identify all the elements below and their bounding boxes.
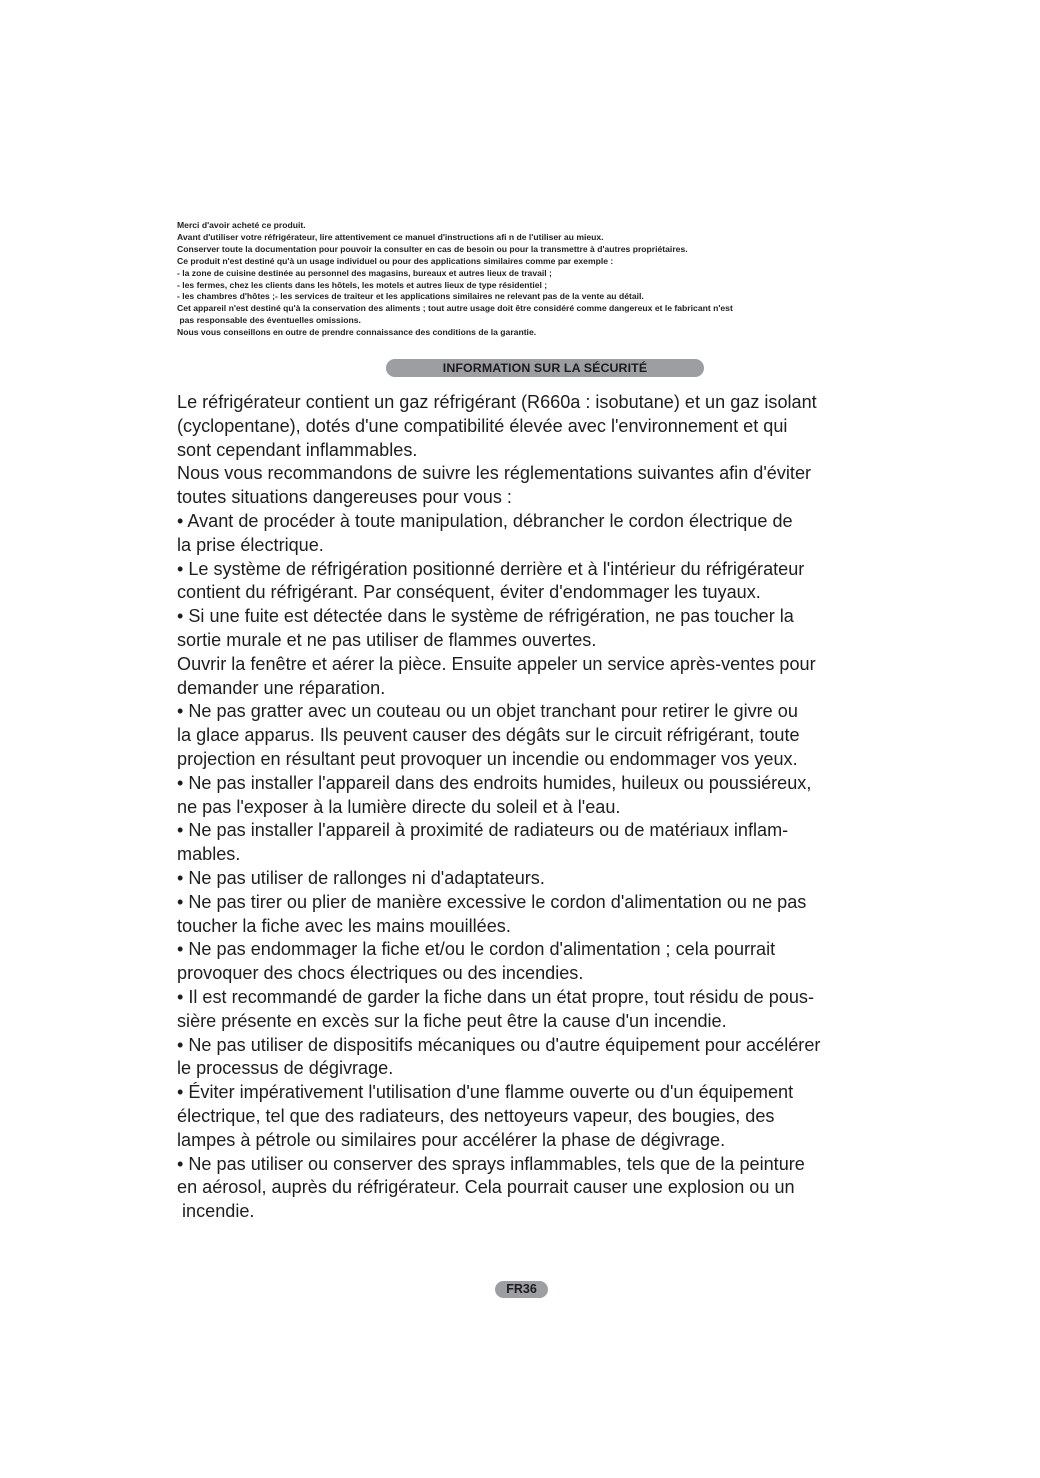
body-line: incendie. <box>177 1201 255 1222</box>
body-line: • Ne pas installer l'appareil à proximité de radiateurs ou de matériaux inflam- <box>177 820 789 841</box>
intro-line: pas responsable des éventuelles omissions. <box>177 315 361 326</box>
body-line: • Éviter impérativement l'utilisation d'une flamme ouverte ou d'un équipement <box>177 1082 794 1103</box>
body-line: • Ne pas utiliser de dispositifs mécaniques ou d'autre équipement pour accélérer <box>177 1034 821 1055</box>
body-line: toucher la fiche avec les mains mouillées. <box>177 915 511 936</box>
body-line: • Ne pas endommager la fiche et/ou le cordon d'alimentation ; cela pourrait <box>177 939 776 960</box>
body-line: mables. <box>177 844 241 865</box>
intro-line: - les chambres d'hôtes ;- les services de traiteur et les applications similaires ne relevant pas de la vente au détail. <box>177 291 644 302</box>
body-line: • Ne pas gratter avec un couteau ou un objet tranchant pour retirer le givre ou <box>177 701 798 722</box>
body-line: • Il est recommandé de garder la fiche dans un état propre, tout résidu de pous- <box>177 986 814 1007</box>
body-line: demander une réparation. <box>177 677 386 698</box>
body-line: • Si une fuite est détectée dans le système de réfrigération, ne pas toucher la <box>177 606 794 627</box>
body-line: ne pas l'exposer à la lumière directe du soleil et à l'eau. <box>177 796 621 817</box>
body-line: en aérosol, auprès du réfrigérateur. Cela pourrait causer une explosion ou un <box>177 1177 795 1198</box>
intro-line: Ce produit n'est destiné qu'à un usage individuel ou pour des applications similaires comme par exemple : <box>177 255 614 266</box>
body-line: lampes à pétrole ou similaires pour accélérer la phase de dégivrage. <box>177 1129 726 1150</box>
intro-line: Avant d'utiliser votre réfrigérateur, lire attentivement ce manuel d'instructions afi n de l'utiliser au mieux. <box>177 231 604 242</box>
body-line: le processus de dégivrage. <box>177 1058 394 1079</box>
body-line: sière présente en excès sur la fiche peut être la cause d'un incendie. <box>177 1010 727 1031</box>
section-title: INFORMATION SUR LA SÉCURITÉ <box>386 359 704 377</box>
body-line: Ouvrir la fenêtre et aérer la pièce. Ensuite appeler un service après-ventes pour <box>177 653 816 674</box>
body-line: • Avant de procéder à toute manipulation, débrancher le cordon électrique de <box>177 510 793 531</box>
safety-instructions <box>177 391 877 1224</box>
body-line: la glace apparus. Ils peuvent causer des dégâts sur le circuit réfrigérant, toute <box>177 725 800 746</box>
body-line: projection en résultant peut provoquer un incendie ou endommager vos yeux. <box>177 748 798 769</box>
intro-line: - les fermes, chez les clients dans les hôtels, les motels et autres lieux de type résidentiel ; <box>177 279 548 290</box>
intro-line: Merci d'avoir acheté ce produit. <box>177 220 306 230</box>
body-line: toutes situations dangereuses pour vous : <box>177 487 512 508</box>
body-line: provoquer des chocs électriques ou des incendies. <box>177 963 584 984</box>
body-line: contient du réfrigérant. Par conséquent, éviter d'endommager les tuyaux. <box>177 582 761 603</box>
intro-line: Nous vous conseillons en outre de prendre connaissance des conditions de la garantie. <box>177 327 537 338</box>
body-line: sont cependant inflammables. <box>177 439 418 460</box>
page-number-badge: FR36 <box>495 1281 548 1298</box>
body-line: électrique, tel que des radiateurs, des nettoyeurs vapeur, des bougies, des <box>177 1105 775 1126</box>
body-line: Le réfrigérateur contient un gaz réfrigérant (R660a : isobutane) et un gaz isolant <box>177 392 817 412</box>
body-line: (cyclopentane), dotés d'une compatibilité élevée avec l'environnement et qui <box>177 415 788 436</box>
body-line: • Ne pas tirer ou plier de manière excessive le cordon d'alimentation ou ne pas <box>177 891 807 912</box>
body-line: • Ne pas installer l'appareil dans des endroits humides, huileux ou poussiéreux, <box>177 772 812 793</box>
body-line: • Le système de réfrigération positionné derrière et à l'intérieur du réfrigérateur <box>177 558 805 579</box>
intro-line: Cet appareil n'est destiné qu'à la conservation des aliments ; tout autre usage doit être considéré comme dangereux et le fabricant n'est <box>177 303 733 314</box>
body-line: Nous vous recommandons de suivre les réglementations suivantes afin d'éviter <box>177 463 812 484</box>
body-line: la prise électrique. <box>177 534 324 555</box>
body-line: • Ne pas utiliser ou conserver des sprays inflammables, tels que de la peinture <box>177 1153 805 1174</box>
intro-line: - la zone de cuisine destinée au personnel des magasins, bureaux et autres lieux de travail ; <box>177 267 552 278</box>
intro-paragraph <box>177 220 877 339</box>
intro-line: Conserver toute la documentation pour pouvoir la consulter en cas de besoin ou pour la transmettre à d'autres propriétaires. <box>177 243 688 254</box>
body-line: • Ne pas utiliser de rallonges ni d'adaptateurs. <box>177 867 545 888</box>
body-line: sortie murale et ne pas utiliser de flammes ouvertes. <box>177 629 597 650</box>
